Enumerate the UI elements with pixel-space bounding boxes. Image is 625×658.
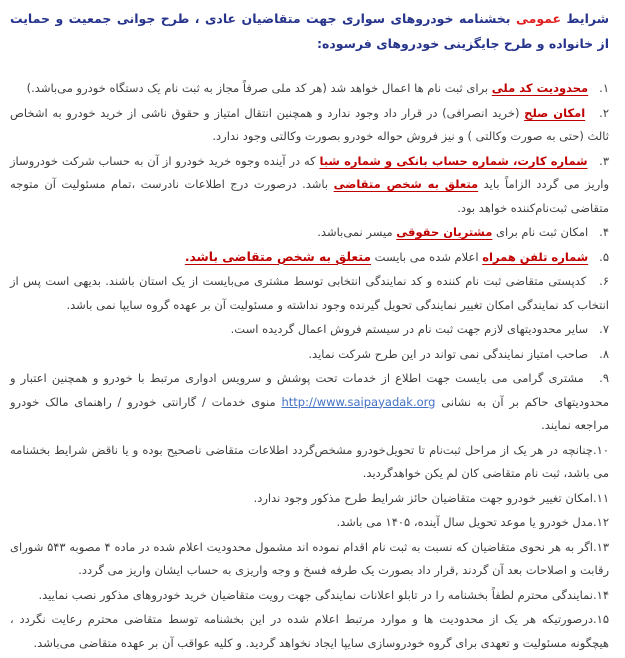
item-number: ۲.: [599, 105, 609, 120]
list-item: [10, 584, 609, 608]
item-number: ۱.: [599, 81, 609, 95]
item-number: ۱۳.: [592, 539, 609, 554]
item-number: ۱۰.: [592, 442, 609, 457]
body-text: اعلام شده می بایست: [371, 249, 483, 264]
highlight-text: متعلق به شخص متقاضی: [333, 177, 479, 191]
title-highlight-text: عمومی: [515, 11, 562, 26]
body-text: نمایندگی محترم لطفاً بخشنامه را در تابلو اعلانات نمایندگی جهت رویت متقاضیان خرید خودروهای مذکور نصب نمایید.: [38, 587, 593, 602]
highlight-text: امکان صلح: [524, 105, 586, 120]
item-number: ۷.: [599, 322, 609, 336]
list-item: [10, 102, 609, 149]
item-number: ۹.: [599, 371, 609, 385]
body-text: اگر به هر نحوی متقاضیان که نسبت به ثبت نام اقدام نموده اند مشمول محدودیت اعلام شده در ماده ۴ مصوبه ۵۴۳ شورای رقابت و اصلاحات بعد آن گردند ,قرار داد بصورت یک طرفه فسخ و وجه واریزی به حساب ایشان واریز می گردد.: [10, 539, 609, 577]
body-text: برای ثبت نام ها اعمال خواهد شد (هر کد ملی صرفاً مجاز به ثبت نام یک دستگاه خودرو می‌باشد.): [26, 81, 492, 95]
highlight-text: شماره کارت، شماره حساب بانکی و شماره شبا: [319, 153, 588, 168]
body-text: امکان ثبت نام برای: [492, 225, 589, 239]
body-text: میسر نمی‌باشد.: [317, 225, 397, 239]
list-item: [10, 343, 609, 367]
body-text: صاحب امتیاز نمایندگی نمی تواند در این طرح شرکت نماید.: [308, 346, 589, 361]
list-item: [10, 246, 609, 270]
item-number: ۴.: [599, 225, 609, 239]
body-text: مدل خودرو یا موعد تحویل سال آینده، ۱۴۰۵ می باشد.: [336, 515, 593, 529]
title-text: بخشنامه خودروهای سواری جهت متقاضیان عادی ، طرح جوانی جمعیت و حمایت از خانواده و طرح جایگزینی خودروهای فرسوده:: [10, 11, 609, 51]
body-text: که در آینده وجوه خرید خودرو از آن به حساب شرکت خودروساز واریز می گردد الزاماً باید: [10, 153, 610, 191]
list-item: [10, 439, 609, 486]
list-item: [10, 536, 609, 583]
body-text: درصورتیکه هر یک از محدودیت ها و موارد مرتبط اعلام شده در این بخشنامه توسط متقاضی محترم رعایت نگردد ، هیچگونه مسئولیت و تعهدی برای گروه خودروسازی سایپا ایجاد نخواهد گردید. و کلیه عواقب آن بر عهده متقاضی می‌باشد.: [10, 612, 609, 650]
page-title: [10, 6, 609, 56]
item-number: ۳.: [599, 153, 609, 168]
body-text: سایر محدودیتهای لازم جهت ثبت نام در سیستم فروش اعمال گردیده است.: [230, 322, 589, 336]
list-item: [10, 221, 609, 245]
list-item: [10, 77, 609, 101]
highlight-text-bold: متعلق به شخص متقاضی باشد.: [184, 249, 371, 264]
list-item: [10, 608, 609, 655]
list-item: [10, 487, 609, 511]
highlight-text: شماره تلفن همراه: [482, 249, 589, 264]
list-item: [10, 318, 609, 342]
item-number: ۱۲.: [592, 515, 609, 529]
item-number: ۸.: [599, 346, 609, 361]
terms-list: [10, 77, 609, 655]
list-item: [10, 270, 609, 317]
highlight-text: محدودیت کد ملی: [491, 81, 589, 95]
item-number: ۱۱.: [592, 490, 609, 505]
item-number: ۶.: [599, 274, 609, 288]
body-text: مشتری گرامی می بایست جهت اطلاع از خدمات تحت پوشش و سرویس ادواری مرتبط با خودرو و همچنین اعتبار و محدودیتهای حاکم بر آن به نشانی: [10, 371, 610, 409]
item-number: ۱۵.: [592, 612, 609, 626]
list-item: [10, 150, 609, 221]
saipayadak-link[interactable]: http://www.saipayadak.org: [281, 394, 436, 409]
body-text: چنانچه در هر یک از مراحل ثبت‌نام تا تحویل‌خودرو مشخص‌گردد اطلاعات متقاضی ناصحیح بوده و یا ناقض شرایط بخشنامه می باشد، ثبت نام متقاضی کان لم یکن خواهدگردید.: [10, 442, 609, 480]
body-text: (خرید انصرافی) در قرار داد وجود ندارد و همچنین انتقال امتیاز و حقوق ناشی از خرید خودرو به اشخاص ثالث (حتی به صورت وکالتی ) و نیز فروش حواله خودرو بصورت وکالتی وجود ندارد.: [10, 105, 609, 143]
item-number: ۱۴.: [592, 587, 609, 602]
highlight-text: مشتریان حقوقی: [396, 225, 493, 239]
body-text: امکان تغییر خودرو جهت متقاضیان حائز شرایط طرح مذکور وجود ندارد.: [253, 490, 593, 505]
body-text: کدپستی متقاضی ثبت نام کننده و کد نمایندگی انتخابی توسط مشتری می‌بایست از یک استان باشند. بدیهی است پس از انتخاب کد نمایندگی امکان تغییر نمایندگی تحویل گیرنده وجود نداشته و مسئولیت آن بر عهده گروه سایپا نمی باشد.: [10, 274, 609, 312]
body-text: باشد. درصورت درج اطلاعات نادرست ،تمام مسئولیت آن متوجه متقاضی ثبت‌نام‌کننده خواهد بود.: [10, 177, 609, 215]
body-text: منوی خدمات / گارانتی خودرو / راهنمای مالک خودرو مراجعه نمایند.: [10, 394, 609, 432]
title-text: شرایط: [561, 11, 609, 26]
list-item: [10, 367, 609, 438]
list-item: [10, 511, 609, 535]
item-number: ۵.: [599, 249, 609, 264]
